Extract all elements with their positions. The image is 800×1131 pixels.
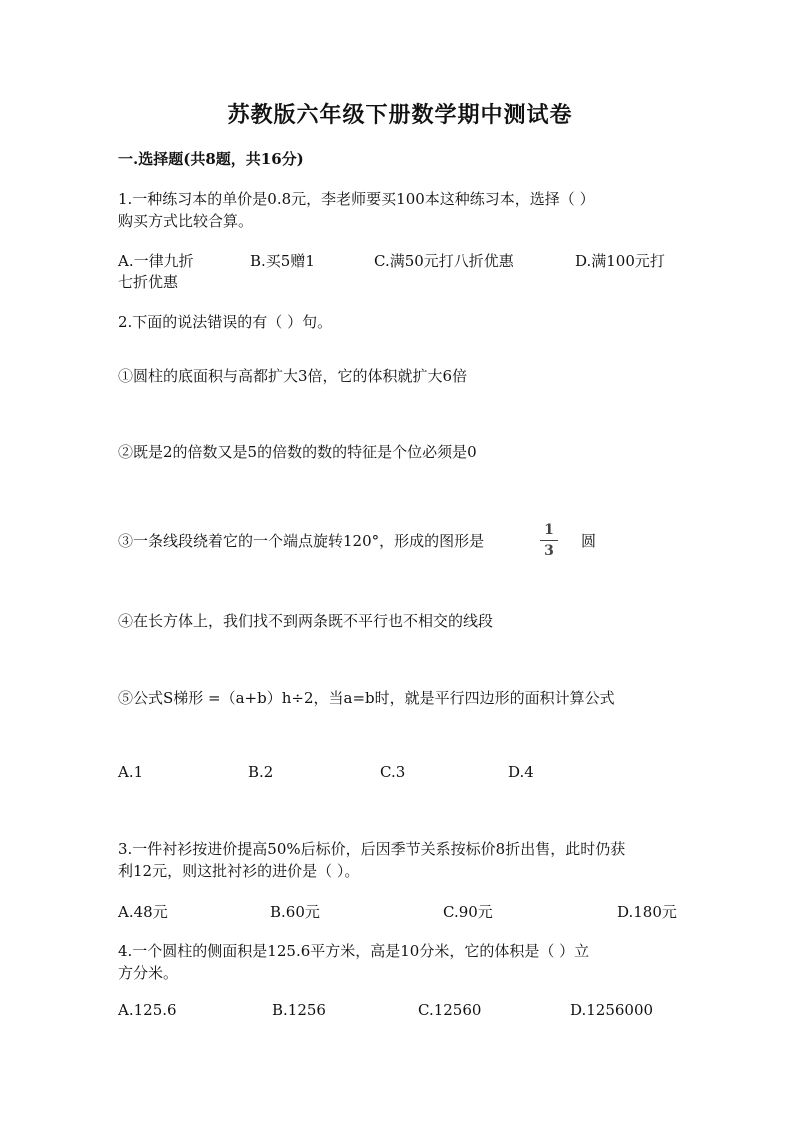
q3-stem-line2: 利12元，则这批衬衫的进价是（ ）。 [118,862,360,880]
q3-option-d: D.180元 [617,903,677,921]
q2-option-d: D.4 [508,763,534,781]
q1-stem-line1: 1.一种练习本的单价是0.8元，李老师要买100本这种练习本，选择（ ） [118,190,595,208]
fraction-bar [540,540,558,541]
q1-option-d-cont: 七折优惠 [118,273,179,291]
q4-option-b: B.1256 [272,1001,326,1019]
q2-statement-1: ①圆柱的底面积与高都扩大3倍，它的体积就扩大6倍 [118,367,468,385]
q2-statement-2: ②既是2的倍数又是5的倍数的数的特征是个位必须是0 [118,443,477,461]
q2-statement-3: ③一条线段绕着它的一个端点旋转120°，形成的图形是 [118,532,485,550]
q4-option-a: A.125.6 [118,1001,177,1019]
q3-stem-line1: 3.一件衬衫按进价提高50%后标价，后因季节关系按标价8折出售，此时仍获 [118,840,626,858]
q2-statement-5: ⑤公式S梯形 =（a+b）h÷2，当a=b时，就是平行四边形的面积计算公式 [118,689,615,707]
q1-stem-line2: 购买方式比较合算。 [118,212,254,230]
q2-option-c: C.3 [380,763,406,781]
q2-statement-4: ④在长方体上，我们找不到两条既不平行也不相交的线段 [118,612,494,630]
q1-option-b: B.买5赠1 [250,252,315,270]
q2-statement-3-end: 圆 [581,532,597,550]
q4-stem-line1: 4.一个圆柱的侧面积是125.6平方米，高是10分米，它的体积是（ ）立 [118,942,590,960]
section-heading: 一.选择题(共8题，共16分) [118,150,304,168]
q4-option-d: D.1256000 [570,1001,654,1019]
q2-option-a: A.1 [118,763,144,781]
q3-option-a: A.48元 [118,903,168,921]
q1-option-a: A.一律九折 [118,252,194,270]
q2-stem: 2.下面的说法错误的有（ ）句。 [118,313,333,331]
fraction-numerator: 1 [544,522,554,538]
q3-option-b: B.60元 [270,903,320,921]
q4-stem-line2: 方分米。 [118,964,179,982]
q2-option-b: B.2 [248,763,274,781]
page-title: 苏教版六年级下册数学期中测试卷 [227,102,573,128]
q3-option-c: C.90元 [443,903,493,921]
q1-option-c: C.满50元打八折优惠 [374,252,514,270]
fraction-one-third [540,522,558,559]
fraction-denominator: 3 [544,543,554,559]
q1-option-d: D.满100元打 [575,252,665,270]
q4-option-c: C.12560 [418,1001,482,1019]
